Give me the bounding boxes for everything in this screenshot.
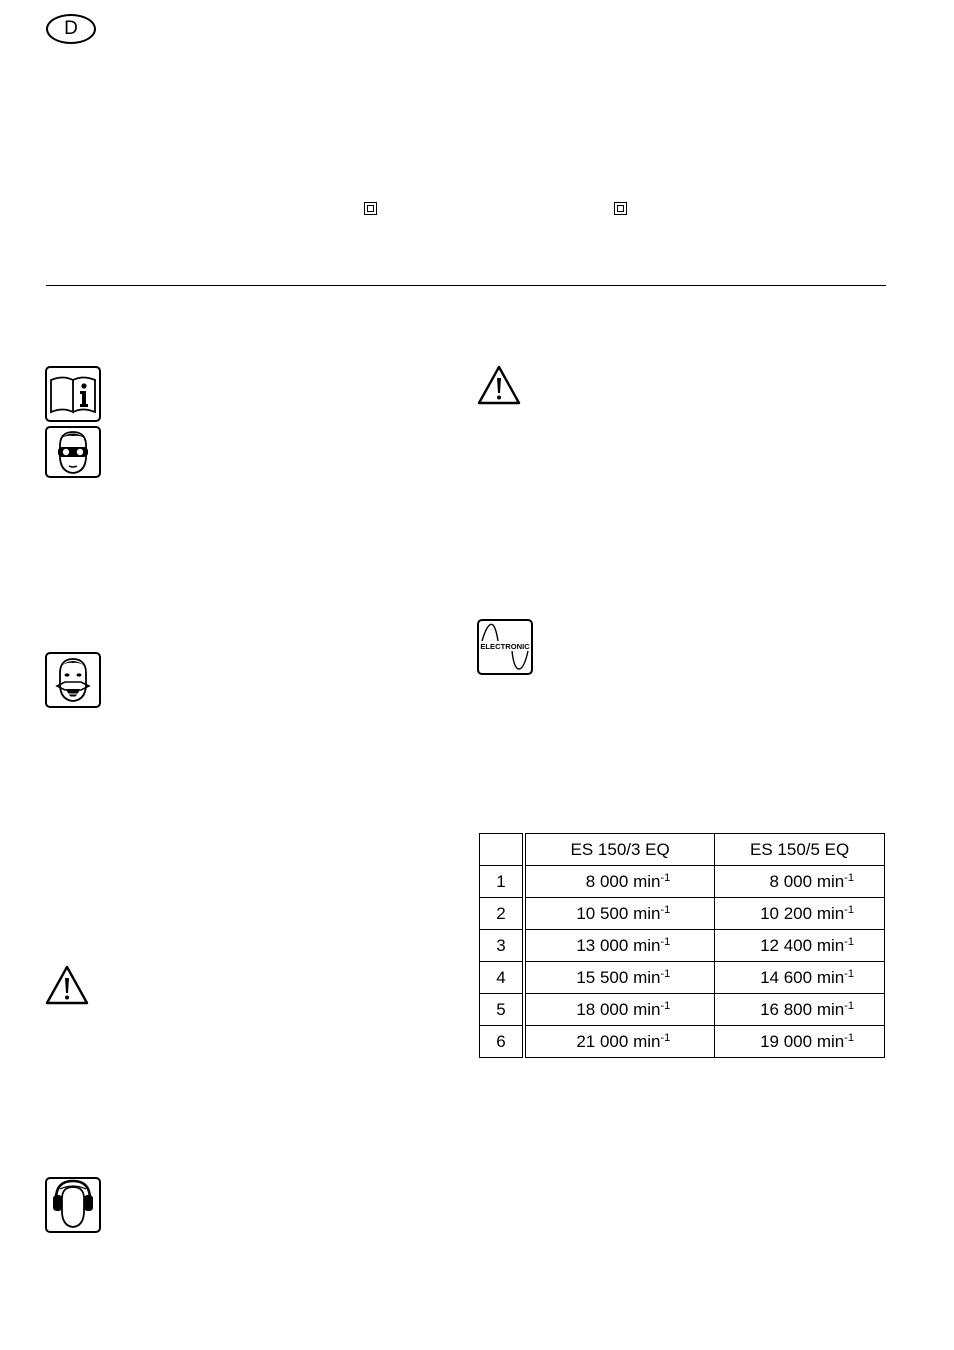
speed-value: 8 000 $\min^{-1}$ [524,866,715,898]
electronic-label: ELECTRONIC [480,642,530,651]
warning-triangle-icon [476,364,522,406]
wear-ear-protection-icon [45,1177,101,1233]
speed-value: 10 500 $\min^{-1}$ [524,898,715,930]
speed-value: 21 000 $\min^{-1}$ [524,1026,715,1058]
speed-value: 8 000 $\min^{-1}$ [715,866,885,898]
speed-value: 13 000 $\min^{-1}$ [524,930,715,962]
speed-level: 5 [480,994,525,1026]
table-row [480,898,885,930]
speed-level: 2 [480,898,525,930]
section-divider [46,285,886,286]
speed-value: 14 600 $\min^{-1}$ [715,962,885,994]
warning-triangle-icon [44,964,90,1006]
speed-table [479,833,885,1058]
read-manual-info-icon [45,366,101,422]
speed-value: 16 800 $\min^{-1}$ [715,994,885,1026]
speed-value: 12 400 $\min^{-1}$ [715,930,885,962]
table-row [480,1026,885,1058]
table-row [480,866,885,898]
speed-level: 6 [480,1026,525,1058]
table-header-cell: ES 150/5 EQ [715,834,885,866]
speed-value: 15 500 $\min^{-1}$ [524,962,715,994]
protection-class-ii-icon [614,202,627,215]
speed-value: 10 200 $\min^{-1}$ [715,898,885,930]
table-header-cell [480,834,525,866]
speed-level: 4 [480,962,525,994]
table-header-row [480,834,885,866]
table-row [480,930,885,962]
electronic-speed-control-icon [477,619,533,675]
wear-dust-mask-icon [45,652,101,708]
protection-class-ii-icon [364,202,377,215]
table-row [480,962,885,994]
wear-eye-protection-icon [45,426,101,478]
table-row [480,994,885,1026]
speed-value: 18 000 $\min^{-1}$ [524,994,715,1026]
speed-value: 19 000 $\min^{-1}$ [715,1026,885,1058]
table-header-cell: ES 150/3 EQ [524,834,715,866]
language-badge: D [46,14,96,44]
speed-level: 3 [480,930,525,962]
speed-level: 1 [480,866,525,898]
